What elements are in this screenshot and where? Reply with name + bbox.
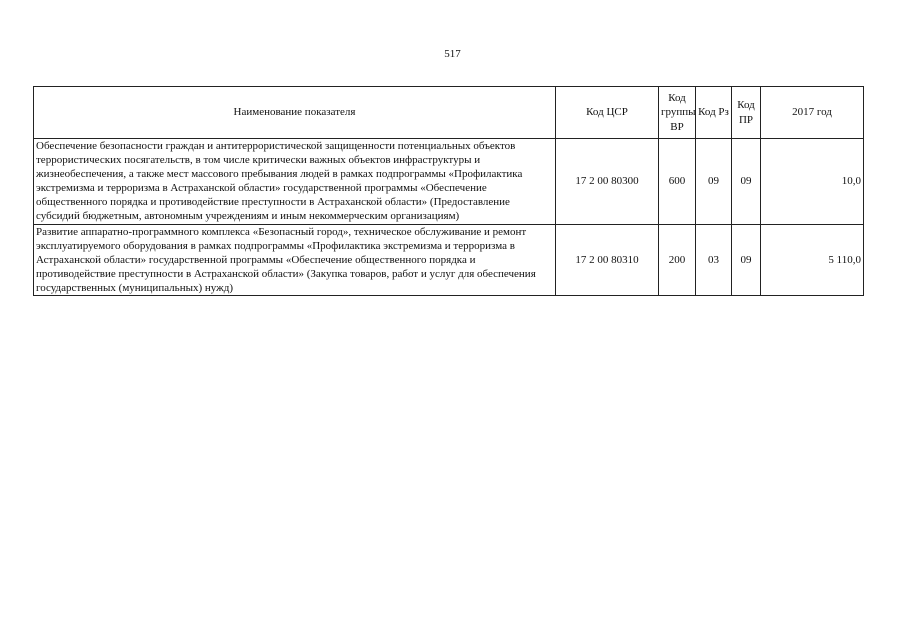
- header-vr: Код группы ВР: [659, 87, 696, 139]
- row-value: 5 110,0: [761, 224, 864, 295]
- row-vr: 200: [659, 224, 696, 295]
- row-csr: 17 2 00 80310: [556, 224, 659, 295]
- row-value: 10,0: [761, 139, 864, 225]
- header-year: 2017 год: [761, 87, 864, 139]
- table-row: [34, 224, 864, 295]
- row-vr: 600: [659, 139, 696, 225]
- table-header-row: [34, 87, 864, 139]
- row-rz: 09: [696, 139, 732, 225]
- table-row: [34, 139, 864, 225]
- header-pr: Код ПР: [732, 87, 761, 139]
- row-name: Развитие аппаратно-программного комплекса «Безопасный город», техническое обслуживание и ремонт эксплуатируемого оборудования в рамках подпрограммы «Профилактика экстремизма и терроризма в Астраханской области» государственной программы «Обеспечение общественного порядка и противодействие преступности в Астраханской области» (Закупка товаров, работ и услуг для обеспечения государственных (муниципальных) нужд): [34, 224, 556, 295]
- header-rz: Код Рз: [696, 87, 732, 139]
- header-csr: Код ЦСР: [556, 87, 659, 139]
- row-pr: 09: [732, 139, 761, 225]
- row-csr: 17 2 00 80300: [556, 139, 659, 225]
- row-name: Обеспечение безопасности граждан и антитеррористической защищенности потенциальных объектов террористических посягательств, в том числе критически важных объектов инфраструктуры и жизнеобеспечения, а также мест массового пребывания людей в рамках подпрограммы «Профилактика экстремизма и терроризма в Астраханской области» государственной программы «Обеспечение общественного порядка и противодействие преступности в Астраханской области» (Предоставление субсидий бюджетным, автономным учреждениям и иным некоммерческим организациям): [34, 139, 556, 225]
- row-pr: 09: [732, 224, 761, 295]
- row-rz: 03: [696, 224, 732, 295]
- header-name: Наименование показателя: [34, 87, 556, 139]
- page-number: 517: [444, 48, 461, 60]
- budget-table: [33, 86, 864, 296]
